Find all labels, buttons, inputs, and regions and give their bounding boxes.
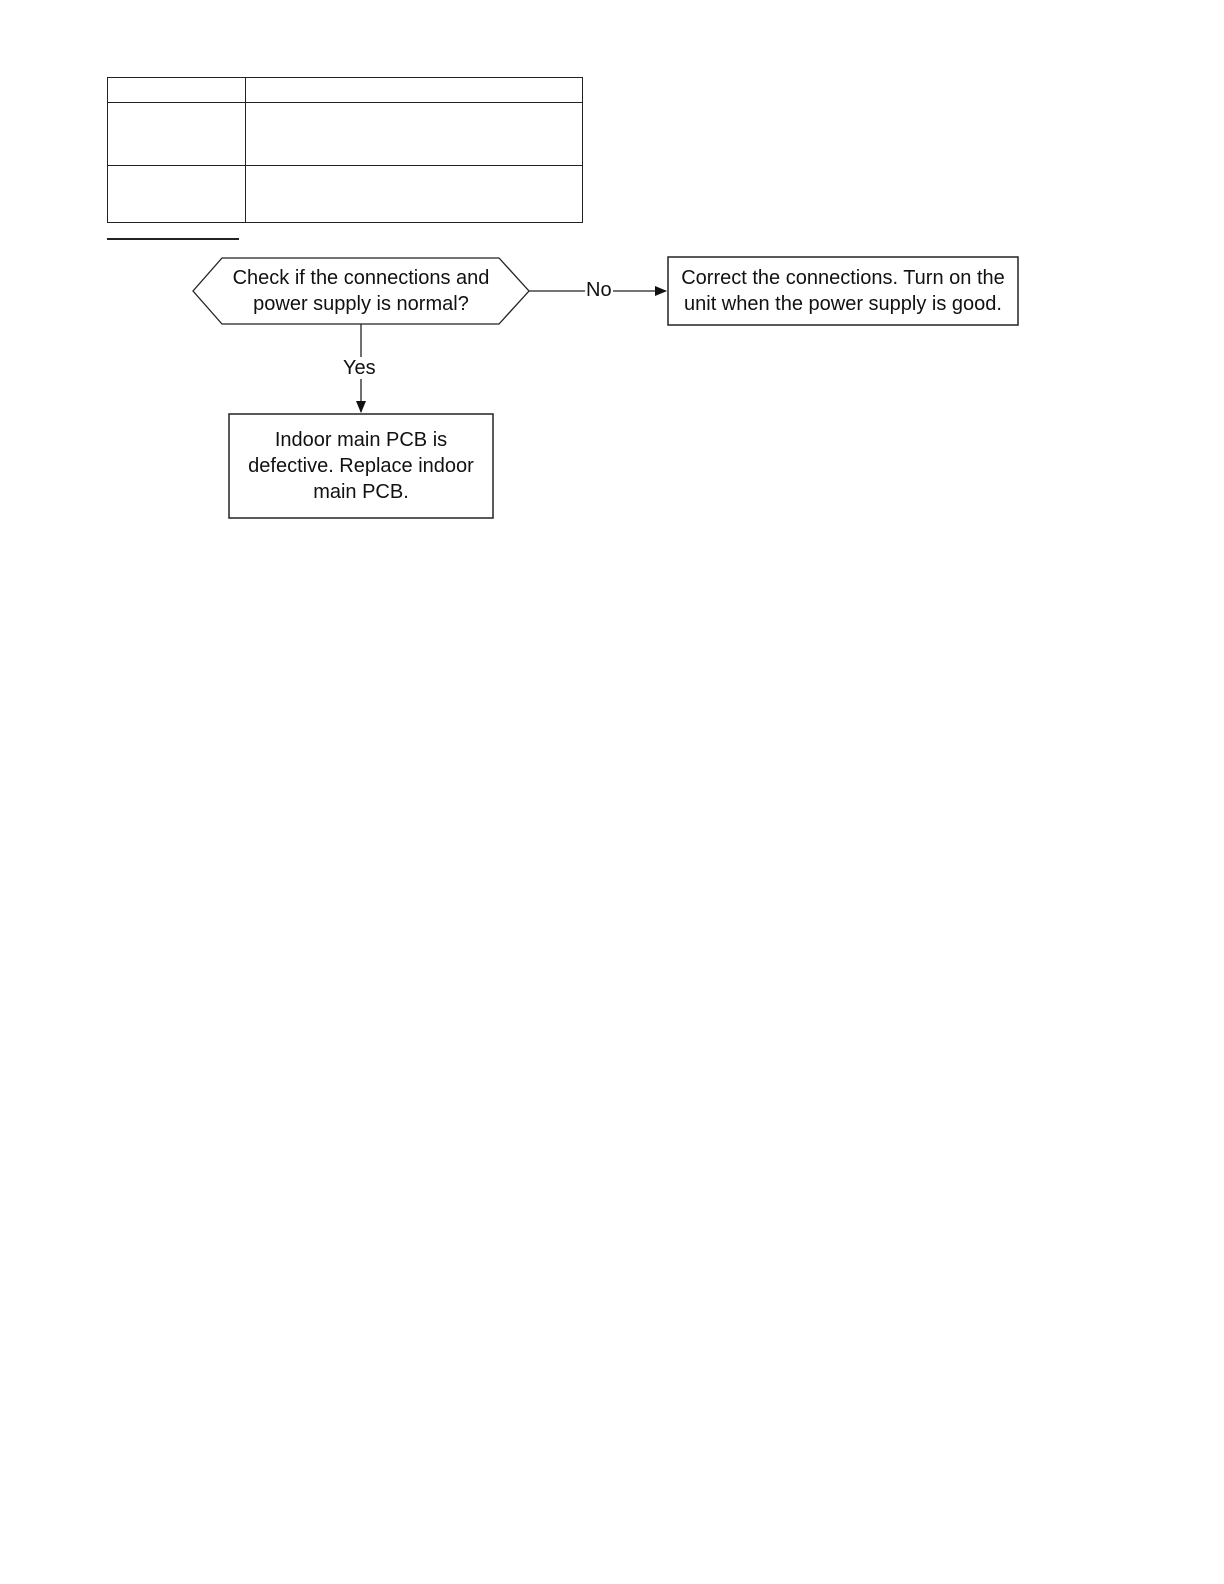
no-edge-label: No (586, 279, 612, 301)
no-action-text: Correct the connections. Turn on the unit when the power supply is good. (681, 267, 1005, 315)
decision-text: Check if the connections and power supply is normal? (232, 267, 490, 315)
yes-action-text: Indoor main PCB is defective. Replace indoor main PCB. (248, 429, 474, 503)
yes-edge-label: Yes (343, 357, 376, 379)
